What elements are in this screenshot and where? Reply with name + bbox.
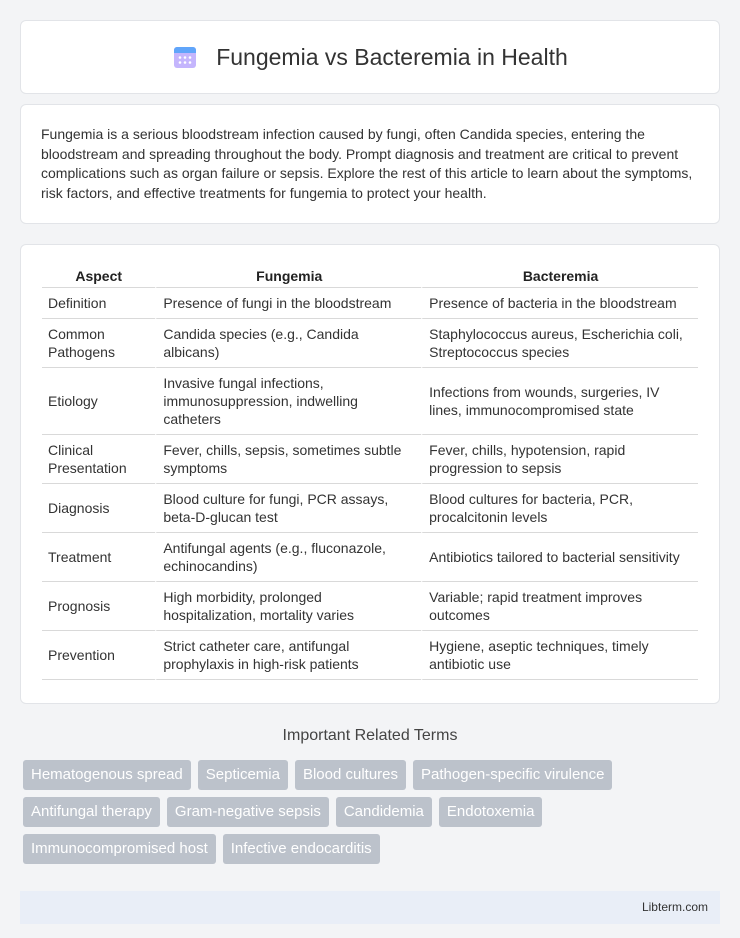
header-bacteremia: Bacteremia — [421, 265, 698, 288]
header-aspect: Aspect — [42, 265, 155, 288]
header-card — [20, 20, 720, 94]
table-row — [42, 368, 698, 435]
fungemia-cell: Invasive fungal infections, immunosuppression, indwelling catheters — [155, 368, 421, 435]
bacteremia-cell: Antibiotics tailored to bacterial sensitivity — [421, 533, 698, 582]
table-row — [42, 484, 698, 533]
table-row — [42, 288, 698, 319]
page-title: Fungemia vs Bacteremia in Health — [216, 43, 568, 70]
table-header-row — [42, 265, 698, 288]
fungemia-cell: Strict catheter care, antifungal prophylaxis in high-risk patients — [155, 631, 421, 680]
fungemia-cell: High morbidity, prolonged hospitalization, mortality varies — [155, 582, 421, 631]
footer — [20, 891, 720, 924]
fungemia-cell: Blood culture for fungi, PCR assays, beta-D-glucan test — [155, 484, 421, 533]
bacteremia-cell: Blood cultures for bacteria, PCR, procalcitonin levels — [421, 484, 698, 533]
related-term-tag[interactable]: Gram-negative sepsis — [167, 797, 329, 827]
fungemia-cell: Fever, chills, sepsis, sometimes subtle symptoms — [155, 435, 421, 484]
bacteremia-cell: Fever, chills, hypotension, rapid progression to sepsis — [421, 435, 698, 484]
related-term-tag[interactable]: Hematogenous spread — [23, 760, 191, 790]
footer-site-link[interactable]: Libterm.com — [641, 900, 708, 914]
related-term-tag[interactable]: Pathogen-specific virulence — [413, 760, 612, 790]
related-term-tag[interactable]: Candidemia — [336, 797, 432, 827]
bacteremia-cell: Presence of bacteria in the bloodstream — [421, 288, 698, 319]
aspect-cell: Etiology — [42, 368, 155, 435]
table-row — [42, 582, 698, 631]
bacteremia-cell: Variable; rapid treatment improves outcomes — [421, 582, 698, 631]
aspect-cell: Common Pathogens — [42, 319, 155, 368]
intro-card — [20, 104, 720, 224]
table-row — [42, 319, 698, 368]
table-row — [42, 435, 698, 484]
bacteremia-cell: Staphylococcus aureus, Escherichia coli, Streptococcus species — [421, 319, 698, 368]
table-row — [42, 533, 698, 582]
table-row — [42, 631, 698, 680]
bacteremia-cell: Hygiene, aseptic techniques, timely antibiotic use — [421, 631, 698, 680]
related-term-tag[interactable]: Infective endocarditis — [223, 834, 380, 864]
comparison-table — [42, 265, 698, 680]
aspect-cell: Prognosis — [42, 582, 155, 631]
fungemia-cell: Antifungal agents (e.g., fluconazole, echinocandins) — [155, 533, 421, 582]
aspect-cell: Treatment — [42, 533, 155, 582]
related-term-tag[interactable]: Antifungal therapy — [23, 797, 160, 827]
intro-text: Fungemia is a serious bloodstream infection caused by fungi, often Candida species, entering the bloodstream and spreading throughout the body. Prompt diagnosis and treatment are critical to prevent complications such as organ failure or sepsis. Explore the rest of this article to learn about the symptoms, risk factors, and effective treatments for fungemia to protect your health. — [41, 126, 693, 201]
fungemia-cell: Presence of fungi in the bloodstream — [155, 288, 421, 319]
related-term-tag[interactable]: Blood cultures — [295, 760, 406, 790]
calendar-icon — [172, 44, 198, 70]
related-term-tag[interactable]: Septicemia — [198, 760, 288, 790]
aspect-cell: Definition — [42, 288, 155, 319]
header-fungemia: Fungemia — [155, 265, 421, 288]
related-terms-list — [20, 760, 720, 871]
comparison-table-card — [20, 244, 720, 704]
bacteremia-cell: Infections from wounds, surgeries, IV lines, immunocompromised state — [421, 368, 698, 435]
fungemia-cell: Candida species (e.g., Candida albicans) — [155, 319, 421, 368]
related-terms-title: Important Related Terms — [282, 727, 458, 744]
aspect-cell: Prevention — [42, 631, 155, 680]
aspect-cell: Diagnosis — [42, 484, 155, 533]
aspect-cell: Clinical Presentation — [42, 435, 155, 484]
related-term-tag[interactable]: Endotoxemia — [439, 797, 543, 827]
related-term-tag[interactable]: Immunocompromised host — [23, 834, 216, 864]
